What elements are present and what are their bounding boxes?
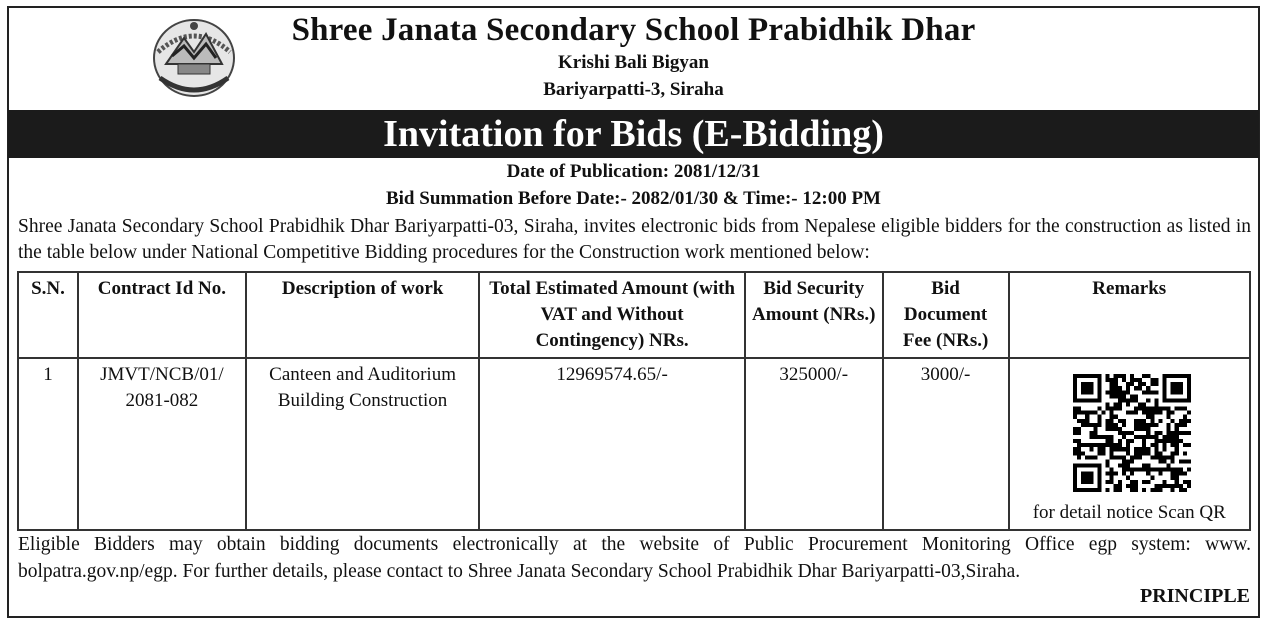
school-subtitle: Krishi Bali Bigyan — [558, 52, 709, 73]
school-address: Bariyarpatti-3, Siraha — [543, 79, 724, 100]
school-name: Shree Janata Secondary School Prabidhik Dhar — [291, 12, 976, 48]
table-header-row — [18, 272, 1250, 358]
remarks-text: for detail notice Scan QR — [1032, 502, 1226, 523]
header-bid-security: Bid Security Amount (NRs.) — [745, 272, 883, 358]
header-sn: S.N. — [18, 272, 78, 358]
closing-paragraph: Eligible Bidders may obtain bidding documents electronically at the website of Public Procurement Monitoring Office egp system: www. bolpatra.gov.np/egp. For further details, please contact to Shree Janata Secondary School Prabidhik Dhar Bariyarpatti-03,Siraha. — [18, 534, 1251, 582]
notice-title: Invitation for Bids (E-Bidding) — [383, 113, 884, 155]
header-estimated-amount: Total Estimated Amount (with VAT and Without Contingency) NRs. — [479, 272, 744, 358]
cell-estimated-amount: 12969574.65/- — [479, 358, 744, 530]
cell-document-fee: 3000/- — [883, 358, 1009, 530]
table-row — [18, 358, 1250, 530]
bids-table — [17, 271, 1251, 531]
header-contract-id: Contract Id No. — [78, 272, 246, 358]
header-document-fee: Bid Document Fee (NRs.) — [883, 272, 1009, 358]
intro-paragraph: Shree Janata Secondary School Prabidhik Dhar Bariyarpatti-03, Siraha, invites electronic bids from Nepalese eligible bidders for the construction as listed in the table below under National Competitive Bidding procedures for the Construction work mentioned below: — [18, 216, 1251, 263]
cell-sn: 1 — [18, 358, 78, 530]
qr-code-icon[interactable] — [1073, 374, 1191, 492]
submission-deadline: Bid Summation Before Date:- 2082/01/30 & Time:- 12:00 PM — [385, 188, 881, 209]
signature: PRINCIPLE — [1139, 585, 1250, 607]
cell-description: Canteen and Auditorium Building Construction — [246, 358, 480, 530]
cell-contract-id: JMVT/NCB/01/ 2081-082 — [78, 358, 246, 530]
header-description: Description of work — [246, 272, 480, 358]
cell-remarks — [1009, 358, 1251, 530]
publication-date: Date of Publication: 2081/12/31 — [506, 161, 761, 182]
header-remarks: Remarks — [1009, 272, 1251, 358]
cell-bid-security: 325000/- — [745, 358, 883, 530]
